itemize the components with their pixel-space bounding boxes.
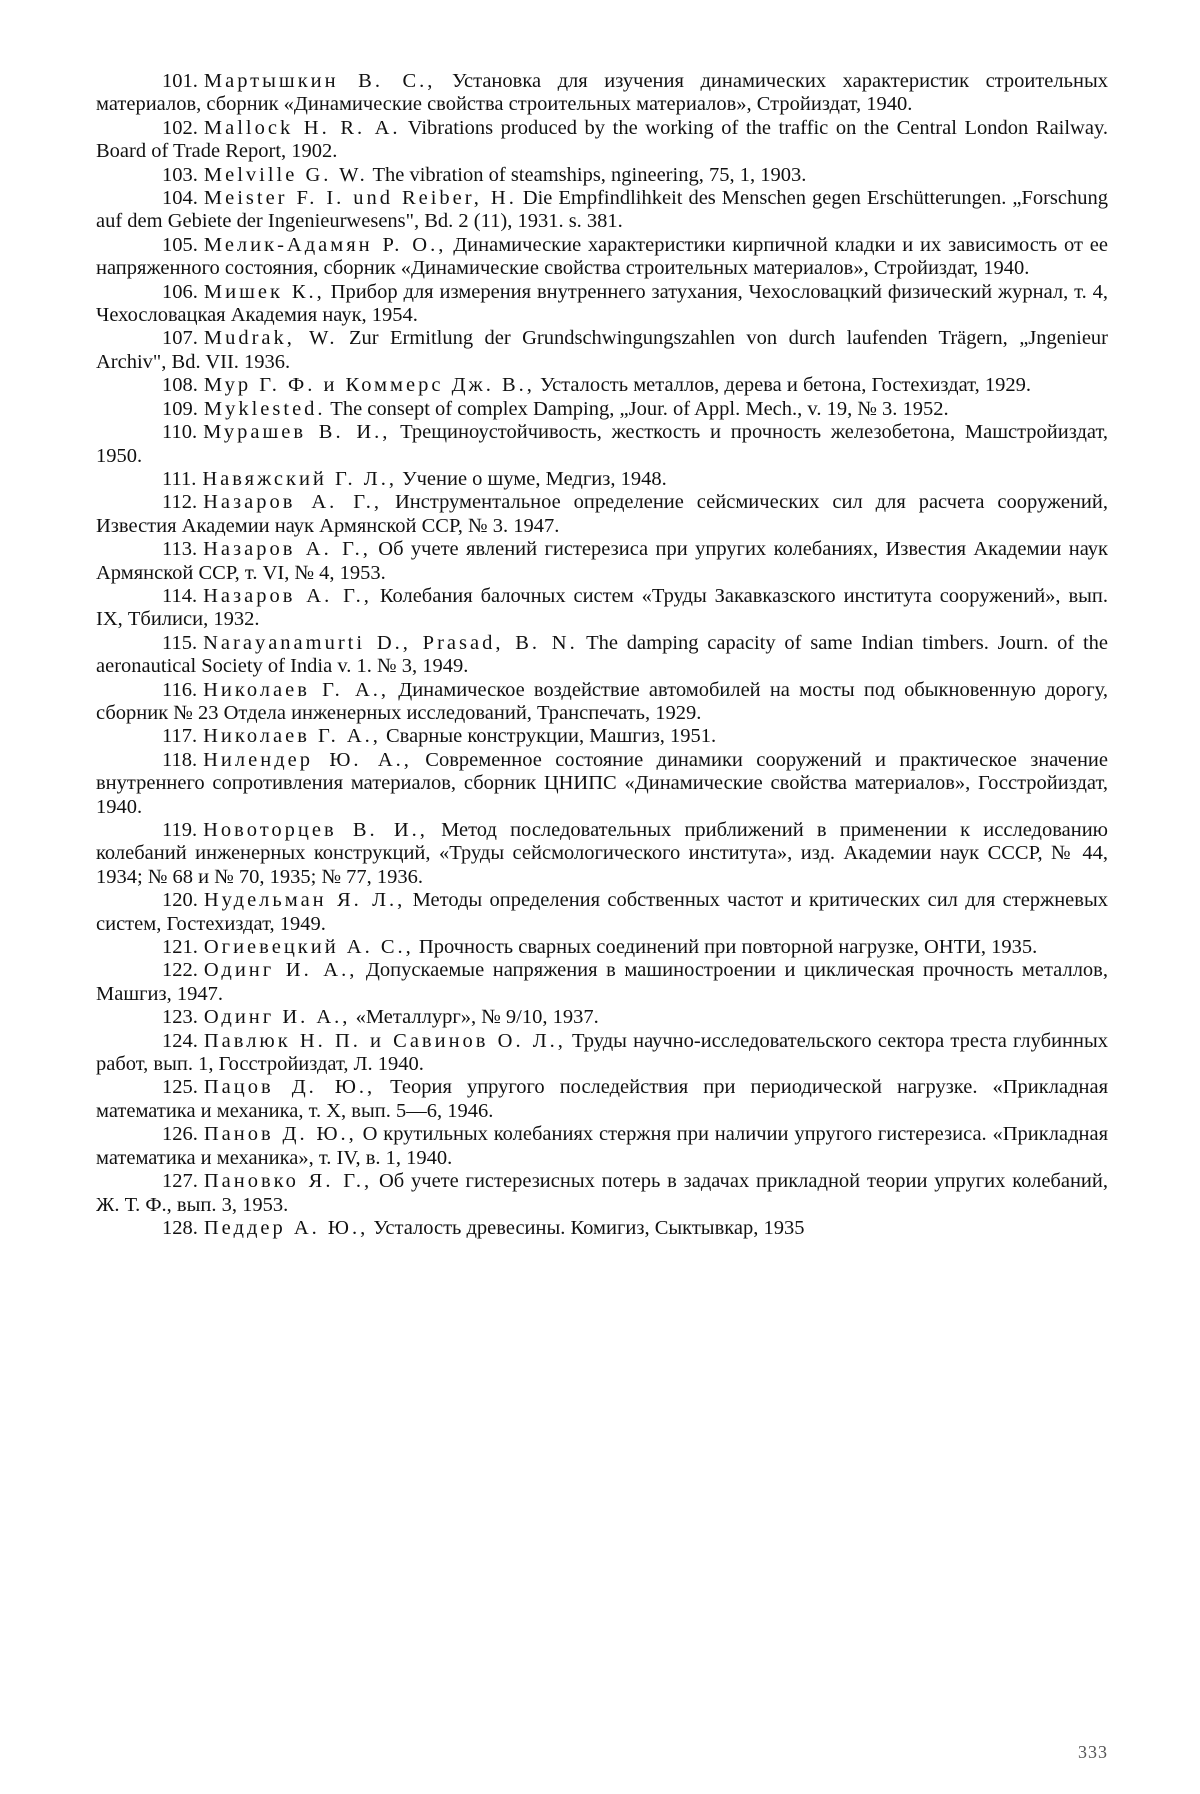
reference-item	[96, 725, 1108, 748]
reference-author: Нудельман Я. Л.,	[203, 889, 406, 912]
reference-author: Павлюк Н. П. и Савинов О. Л.,	[203, 1029, 566, 1052]
reference-author: Одинг И. А.,	[203, 959, 358, 982]
reference-number: 107.	[162, 327, 198, 350]
reference-text: Установка для изучения динамических характеристик строительных материалов, сборник «Динамические свойства строительных материалов», Стройиздат, 1940.	[96, 70, 1108, 116]
reference-item	[96, 819, 1108, 889]
reference-item	[96, 468, 1108, 491]
reference-author: Мелик-Адамян Р. О.,	[203, 233, 447, 256]
reference-text: Современное состояние динамики сооружений и практическое значение внутреннего сопротивления материалов, сборник ЦНИПС «Динамические свойства материалов», Госстройиздат, 1940.	[96, 748, 1108, 818]
reference-item	[96, 1006, 1108, 1029]
reference-author: Melville G. W.	[203, 163, 368, 186]
reference-author: Пацов Д. Ю.,	[203, 1076, 376, 1099]
reference-text: Допускаемые напряжения в машиностроении и циклическая прочность металлов, Машгиз, 1947.	[96, 959, 1108, 1005]
reference-number: 117.	[162, 725, 198, 748]
reference-item	[96, 117, 1108, 164]
reference-text: Усталость металлов, дерева и бетона, Гостехиздат, 1929.	[534, 374, 1031, 397]
reference-author: Огиевецкий А. С.,	[203, 936, 414, 959]
reference-item	[96, 164, 1108, 187]
reference-text: Учение о шуме, Медгиз, 1948.	[396, 467, 667, 490]
reference-text: The consept of complex Damping, „Jour. of Appl. Mech., v. 19, № 3. 1952.	[325, 397, 949, 420]
reference-number: 113.	[162, 538, 198, 561]
reference-text: Прибор для измерения внутреннего затухания, Чехословацкий физический журнал, т. 4, Чехословацкая Академия наук, 1954.	[96, 280, 1108, 327]
reference-author: Одинг И. А.,	[203, 1006, 351, 1029]
reference-number: 106.	[162, 280, 198, 303]
reference-author: Николаев Г. А.,	[203, 725, 381, 748]
reference-text: Инструментальное определение сейсмических сил для расчета сооружений, Известия Академии наук Армянской ССР, № 3. 1947.	[96, 491, 1109, 537]
reference-number: 104.	[162, 187, 198, 210]
reference-number: 120.	[162, 889, 198, 912]
reference-number: 109.	[162, 397, 198, 420]
reference-item	[96, 1123, 1108, 1170]
reference-number: 103.	[162, 163, 198, 186]
reference-item	[96, 1030, 1108, 1077]
reference-number: 118.	[162, 748, 198, 771]
reference-item	[96, 632, 1108, 679]
reference-text: Трещиноустойчивость, жесткость и прочность железобетона, Машстройиздат, 1950.	[96, 421, 1109, 467]
reference-text: Метод последовательных приближений в применении к исследованию колебаний инженерных конструкций, «Труды сейсмологического института», изд. Академии наук СССР, № 44, 1934; № 68 и № 70, 1935; № 77, 1936.	[96, 819, 1108, 888]
reference-item	[96, 1170, 1108, 1217]
reference-author: Навяжский Г. Л.,	[202, 467, 397, 490]
reference-item	[96, 1076, 1108, 1123]
reference-text: Колебания балочных систем «Труды Закавказского института сооружений», вып. IX, Тбилиси, 1932.	[96, 584, 1108, 631]
reference-text: Динамические характеристики кирпичной кладки и их зависимость от ее напряженного состояния, сборник «Динамические свойства строительных материалов», Стройиздат, 1940.	[96, 233, 1108, 280]
reference-item	[96, 1217, 1108, 1240]
reference-item	[96, 491, 1108, 538]
reference-author: Назаров А. Г.,	[203, 538, 371, 561]
reference-text: «Металлург», № 9/10, 1937.	[350, 1006, 599, 1029]
reference-number: 102.	[162, 116, 198, 139]
page-number: 333	[1078, 1742, 1108, 1762]
reference-author: Narayanamurti D., Prasad, B. N.	[203, 631, 578, 654]
reference-number: 111.	[162, 467, 197, 490]
reference-author: Николаев Г. А.,	[203, 678, 390, 701]
bibliography-page	[96, 70, 1108, 1240]
reference-item	[96, 234, 1108, 281]
reference-item	[96, 936, 1108, 959]
reference-item	[96, 889, 1108, 936]
reference-number: 124.	[162, 1029, 198, 1052]
reference-number: 127.	[162, 1170, 198, 1193]
reference-item	[96, 585, 1108, 632]
reference-author: Нилендер Ю. А.,	[203, 748, 412, 771]
reference-number: 122.	[162, 959, 198, 982]
reference-number: 119.	[162, 819, 198, 841]
reference-item	[96, 959, 1108, 1006]
reference-author: Педдер А. Ю.,	[203, 1216, 369, 1239]
reference-text: Методы определения собственных частот и критических сил для стержневых систем, Гостехиздат, 1949.	[96, 889, 1108, 935]
reference-item	[96, 187, 1108, 234]
reference-author: Мартышкин В. С.,	[203, 70, 436, 92]
reference-number: 125.	[162, 1076, 198, 1099]
reference-number: 128.	[162, 1216, 198, 1239]
reference-author: Пановко Я. Г.,	[203, 1170, 373, 1193]
reference-text: Сварные конструкции, Машгиз, 1951.	[380, 725, 717, 748]
reference-item	[96, 538, 1108, 585]
reference-text: Усталость древесины. Комигиз, Сыктывкар, 1935	[368, 1216, 805, 1239]
reference-number: 110.	[162, 421, 198, 444]
reference-item	[96, 70, 1108, 117]
reference-author: Mudrak, W.	[203, 327, 338, 350]
reference-author: Мурашев В. И.,	[203, 421, 391, 444]
reference-text: Об учете гистерезисных потерь в задачах прикладной теории упругих колебаний, Ж. Т. Ф., вып. 3, 1953.	[96, 1170, 1109, 1216]
reference-number: 116.	[162, 678, 198, 701]
reference-author: Mallock H. R. A.	[203, 116, 401, 139]
reference-text: The damping capacity of same Indian timbers. Journ. of the aeronautical Society of India v. 1. № 3, 1949.	[96, 631, 1108, 678]
reference-number: 123.	[162, 1006, 198, 1029]
reference-text: Прочность сварных соединений при повторной нагрузке, ОНТИ, 1935.	[413, 936, 1038, 959]
reference-item	[96, 327, 1108, 374]
reference-number: 115.	[162, 631, 198, 654]
reference-text: Zur Ermitlung der Grundschwingungszahlen von durch laufenden Trägern, „Jngenieur Archiv", Bd. VII. 1936.	[96, 327, 1108, 373]
reference-number: 114.	[162, 584, 198, 607]
reference-number: 108.	[162, 374, 198, 397]
reference-text: Теория упругого последействия при периодической нагрузке. «Прикладная математика и механика, т. X, вып. 5—6, 1946.	[96, 1076, 1108, 1122]
reference-number: 105.	[162, 233, 198, 256]
reference-author: Новоторцев В. И.,	[203, 819, 428, 841]
reference-author: Мишек К.,	[203, 280, 325, 303]
reference-item	[96, 421, 1108, 468]
reference-item	[96, 679, 1108, 726]
reference-item	[96, 281, 1108, 328]
reference-text: The vibration of steamships, ngineering, 75, 1, 1903.	[367, 163, 807, 186]
reference-text: О крутильных колебаниях стержня при наличии упругого гистерезиса. «Прикладная математика и механика», т. IV, в. 1, 1940.	[96, 1123, 1108, 1169]
reference-text: Труды научно-исследовательского сектора треста глубинных работ, вып. 1, Госстройиздат, Л. 1940.	[96, 1029, 1108, 1076]
reference-author: Назаров А. Г.,	[203, 584, 372, 607]
reference-author: Мур Г. Ф. и Коммерс Дж. В.,	[203, 374, 535, 397]
reference-author: Панов Д. Ю.,	[203, 1123, 357, 1146]
reference-text: Vibrations produced by the working of the traffic on the Central London Railway. Board of Trade Report, 1902.	[96, 116, 1108, 163]
reference-number: 126.	[162, 1123, 198, 1146]
reference-author: Назаров А. Г.,	[203, 491, 383, 514]
reference-text: Динамическое воздействие автомобилей на мосты под обыкновенную дорогу, сборник № 23 Отдела инженерных исследований, Транспечать, 1929.	[96, 678, 1108, 724]
reference-author: Meister F. I. und Reiber, H.	[203, 187, 517, 210]
reference-item	[96, 398, 1108, 421]
reference-author: Myklested.	[203, 397, 326, 420]
reference-number: 121.	[162, 936, 198, 959]
reference-item	[96, 374, 1108, 397]
reference-text: Die Empfindlihkeit des Menschen gegen Erschütterungen. „Forschung auf dem Gebiete der Ingenieurwesens", Bd. 2 (11), 1931. s. 381.	[96, 187, 1108, 233]
reference-text: Об учете явлений гистерезиса при упругих колебаниях, Известия Академии наук Армянской ССР, т. VI, № 4, 1953.	[96, 538, 1109, 584]
reference-number: 112.	[162, 491, 198, 514]
reference-item	[96, 749, 1108, 819]
reference-number: 101.	[162, 70, 198, 92]
